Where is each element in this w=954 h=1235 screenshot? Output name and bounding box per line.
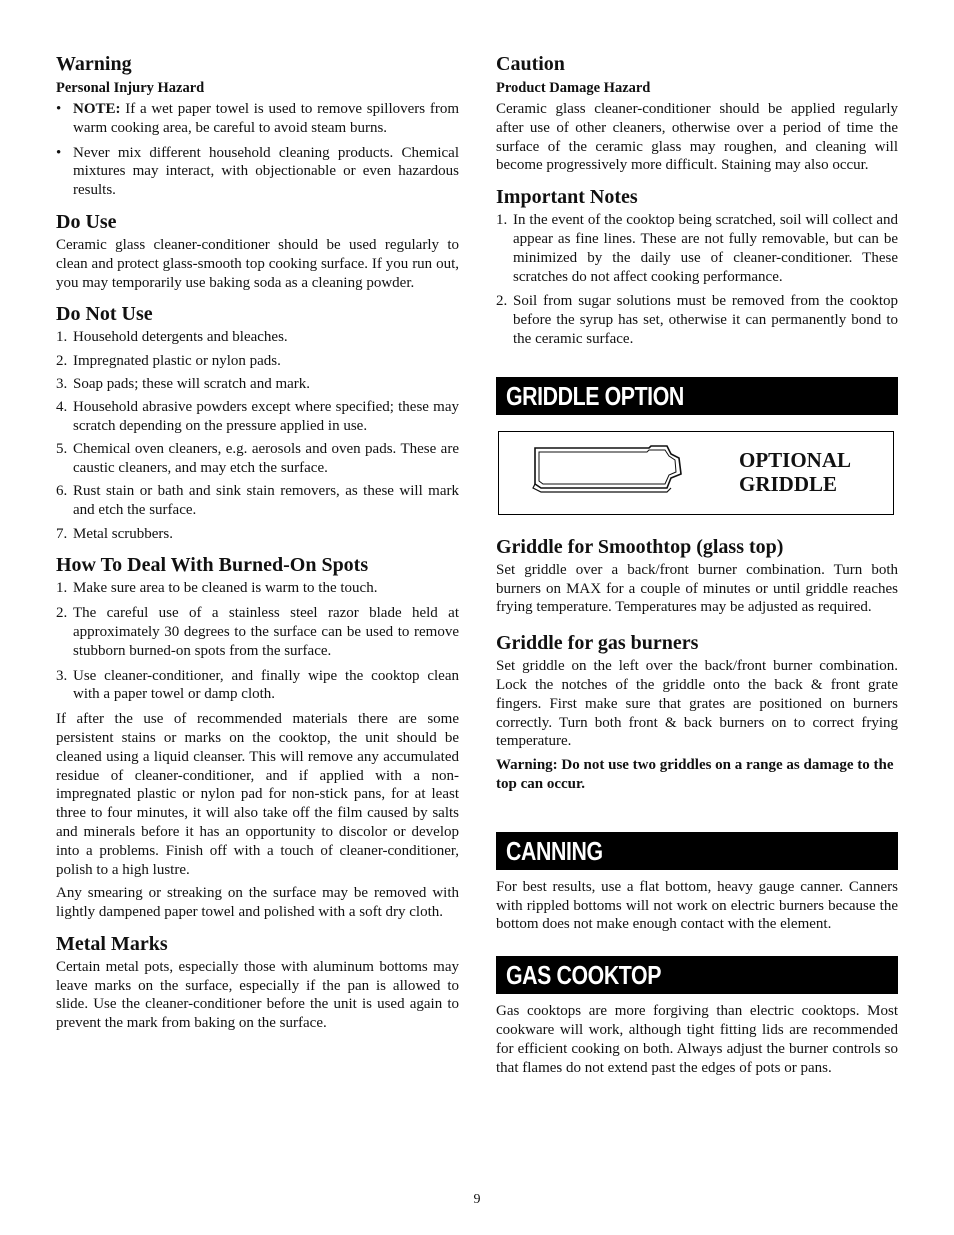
griddle-warning: Warning: Do not use two griddles on a range as damage to the top can occur. — [496, 757, 894, 792]
important-notes-heading: Important Notes — [496, 186, 638, 209]
gas-burners-text: Set griddle on the left over the back/front burner combination. Lock the notches of the griddle onto the back & front grate fingers. First make sure that grates are positioned on burners correctly. Turn both front & back burners on to correct frying temperature. — [496, 658, 898, 750]
warning-subheading: Personal Injury Hazard — [56, 80, 205, 96]
burned-on-heading: How To Deal With Burned-On Spots — [56, 554, 369, 577]
optional-griddle-figure — [498, 431, 894, 515]
gas-cooktop-text: Gas cooktops are more forgiving than electric cooktops. Most cookware will work, although tight fitting lids are recommended for efficient cooking on both. Always adjust the burner controls so that flames do not extend past the edges of pots or pans. — [496, 1003, 898, 1076]
list-item: 7. Metal scrubbers. — [56, 525, 173, 542]
griddle-icon — [529, 444, 689, 494]
canning-text: For best results, use a flat bottom, heavy gauge canner. Canners with rippled bottoms will not work on electric burners because the bottom does not make enough contact with the element. — [496, 878, 898, 933]
note-label: NOTE: — [73, 101, 121, 117]
metal-marks-heading: Metal Marks — [56, 932, 168, 955]
list-item: 4. Household abrasive powders except where specified; these may scratch depending on the pressure applied in use. — [56, 399, 459, 435]
list-item: 2. Impregnated plastic or nylon pads. — [56, 352, 281, 369]
burned-on-list — [56, 579, 459, 704]
list-item-text: Never mix different household cleaning products. Chemical mixtures may interact, with objectionable or even hazardous results. — [73, 144, 459, 199]
list-item: • Never mix different household cleaning products. Chemical mixtures may interact, with objectionable or even hazardous results. — [56, 144, 459, 199]
list-item: • NOTE: If a wet paper towel is used to remove spillovers from warm cooking area, be careful to avoid steam burns. — [56, 101, 459, 136]
caution-subheading: Product Damage Hazard — [496, 80, 651, 96]
smearing-paragraph: Any smearing or streaking on the surface may be removed with lightly dampened paper towel and polished with a soft dry cloth. — [56, 885, 459, 921]
warning-heading: Warning — [56, 53, 132, 75]
right-column — [496, 52, 898, 1082]
caution-heading: Caution — [496, 53, 565, 75]
caution-text: Ceramic glass cleaner-conditioner should be applied regularly after use of other cleaners, otherwise over a period of time the surface of the ceramic glass may roughen, and cleaning will become progressively more difficult. Staining may also occur. — [496, 101, 898, 174]
list-item: 1. Household detergents and bleaches. — [56, 329, 288, 346]
list-item: 3. Use cleaner-conditioner, and finally wipe the cooktop clean with a paper towel or damp cloth. — [56, 667, 459, 703]
canning-banner: CANNING — [496, 832, 898, 870]
smoothtop-text: Set griddle over a back/front burner combination. Turn both burners on MAX for a couple of minutes or until griddle reaches frying temperature. Temperatures may be adjusted as required. — [496, 561, 898, 616]
do-not-use-heading: Do Not Use — [56, 303, 153, 326]
gas-cooktop-banner: GAS COOKTOP — [496, 956, 898, 994]
list-item: 2. The careful use of a stainless steel razor blade held at approximately 30 degrees to the surface can be used to remove stubborn burned-on spots from the surface. — [56, 605, 459, 659]
list-item: 1. Make sure area to be cleaned is warm to the touch. — [56, 580, 378, 597]
do-use-heading: Do Use — [56, 210, 117, 233]
do-not-use-list — [56, 328, 459, 543]
list-item: 6. Rust stain or bath and sink stain removers, as these will mark and etch the surface. — [56, 483, 459, 519]
gas-burners-heading: Griddle for gas burners — [496, 632, 699, 655]
optional-griddle-label: OPTIONAL GRIDDLE — [739, 447, 852, 496]
page-number: 9 — [473, 1192, 481, 1207]
list-item: 2. Soil from sugar solutions must be removed from the cooktop before the syrup has set, otherwise it can permanently bond to the ceramic surface. — [496, 293, 898, 347]
important-notes-list — [496, 211, 898, 349]
burned-on-paragraph: If after the use of recommended materials there are some persistent stains or marks on the cooktop, the unit should be cleaned using a liquid cleanser. This will remove any accumulated residue of cleaner-conditioner, and if applied with a non-impregnated plastic or nylon pad for non-stick pans, for at least three to four minutes, it will also take off the film caused by salts and minerals before it has an opportunity to discolor or develop into a problems. Finish off with a touch of cleaner-conditioner, polish to a high lustre. — [56, 711, 459, 878]
list-item: 1. In the event of the cooktop being scratched, soil will collect and appear as fine lines. These are not fully removable, but can be minimized by the daily use of cleaner-conditioner. These scratches do not affect cooking performance. — [496, 212, 898, 285]
list-item: 3. Soap pads; these will scratch and mark. — [56, 375, 311, 392]
list-item: 5. Chemical oven cleaners, e.g. aerosols and oven pads. These are caustic cleaners, and may etch the surface. — [56, 441, 459, 477]
griddle-option-banner: GRIDDLE OPTION — [496, 377, 898, 415]
do-use-text: Ceramic glass cleaner-conditioner should be used regularly to clean and protect glass-smooth top cooking surface. If you run out, you may temporarily use baking soda as a cleaning powder. — [56, 236, 459, 291]
left-column — [56, 52, 459, 1038]
list-item-text: If a wet paper towel is used to remove spillovers from warm cooking area, be careful to avoid steam burns. — [73, 101, 459, 136]
smoothtop-heading: Griddle for Smoothtop (glass top) — [496, 535, 784, 558]
metal-marks-text: Certain metal pots, especially those with aluminum bottoms may leave marks on the surface, especially if the pan is allowed to slide. Use the cleaner-conditioner before the unit is used again to prevent the mark from baking on the surface. — [56, 958, 459, 1032]
warning-list — [56, 100, 459, 200]
